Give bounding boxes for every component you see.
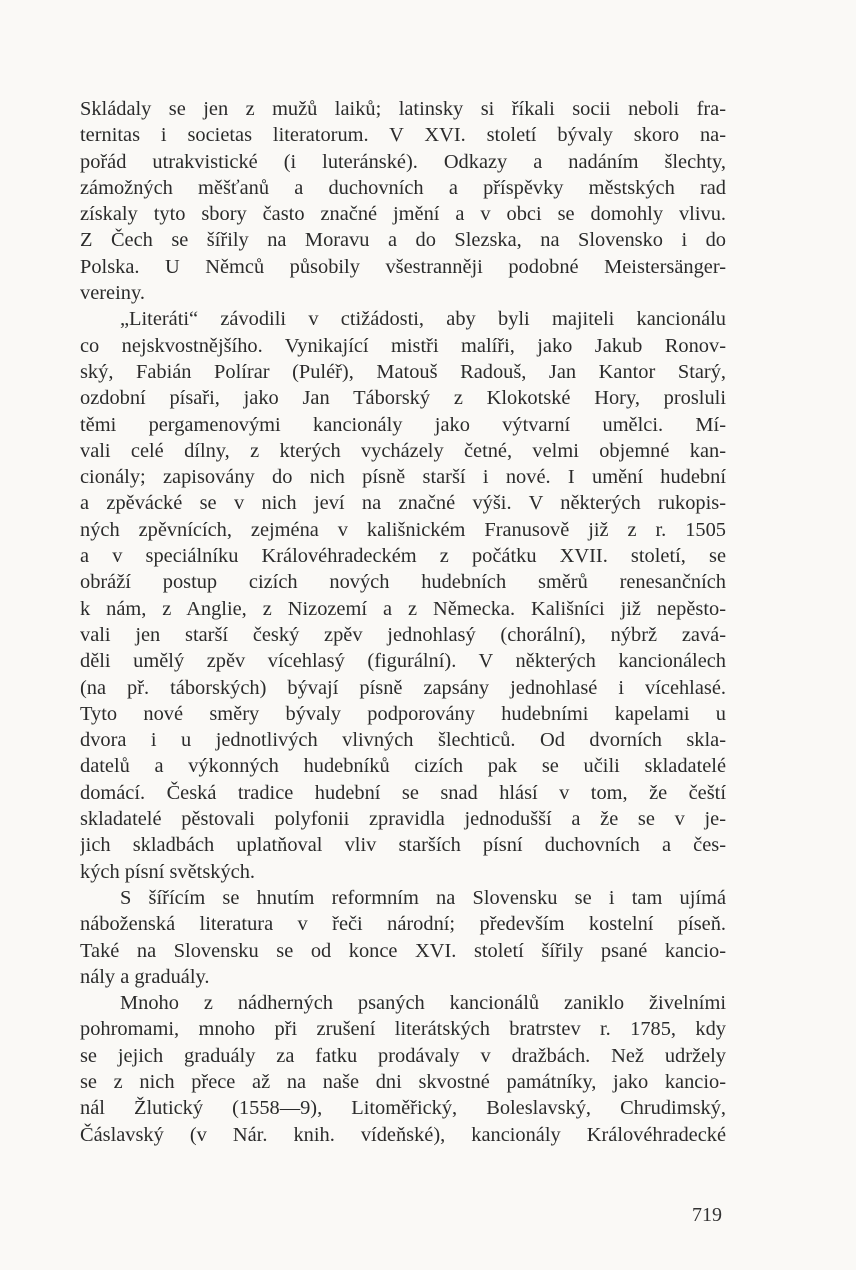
text-line: ský, Fabián Polírar (Puléř), Matouš Radouš, Jan Kantor Starý, [80,360,726,383]
text-line: ozdobní písaři, jako Jan Táborský z Klokotské Hory, prosluli [80,387,726,410]
text-line: obráží postup cizích nových hudebních směrů renesančních [80,571,726,594]
text-line: Tyto nové směry bývaly podporovány hudebními kapelami u [80,702,726,725]
text-line: získaly tyto sbory často značné jmění a v obci se domohly vlivu. [80,203,726,226]
text-line: vereiny. [80,282,145,305]
text-line: skladatelé pěstovali polyfonii zpravidla jednodušší a že se v je- [80,808,726,831]
paragraph-2 [80,306,726,885]
text-line: domácí. Česká tradice hudební se snad hlásí v tom, že čeští [80,781,726,804]
text-line: jich skladbách uplatňoval vliv starších písní duchovních a čes- [80,834,726,857]
text-line: nály a graduály. [80,965,210,988]
text-line: zámožných měšťanů a duchovních a příspěvky městských rad [80,176,726,199]
text-line: (na př. táborských) bývají písně zapsány jednohlasé i vícehlasé. [80,676,726,699]
text-line: k nám, z Anglie, z Nizozemí a z Německa. Kališníci již nepěsto- [80,597,726,620]
text-line: náboženská literatura v řeči národní; především kostelní píseň. [80,913,726,936]
text-line: a zpěvácké se v nich jeví na značné výši. V některých rukopis- [80,492,726,515]
text-line: a v speciálníku Královéhradeckém z počátku XVII. století, se [80,545,726,568]
text-line: kých písní světských. [80,860,256,883]
text-line: nál Žlutický (1558—9), Litoměřický, Boleslavský, Chrudimský, [80,1097,726,1120]
page-number: 719 [692,1204,722,1226]
text-line: pohromami, mnoho při zrušení literátských bratrstev r. 1785, kdy [80,1018,726,1041]
text-line: ternitas i societas literatorum. V XVI. století bývaly skoro na- [80,124,726,147]
text-line: datelů a výkonných hudebníků cizích pak se učili skladatelé [80,755,726,778]
text-line: Také na Slovensku se od konce XVI. století šířily psané kancio- [80,939,726,962]
paragraph-1 [80,96,726,306]
text-line: Polska. U Němců působily všestranněji podobné Meistersänger- [80,255,726,278]
text-line: se z nich přece až na naše dni skvostné památníky, jako kancio- [80,1070,726,1093]
paragraph-4 [80,990,726,1148]
text-line: vali jen starší český zpěv jednohlasý (chorální), nýbrž zavá- [80,623,726,646]
text-line: Mnoho z nádherných psaných kancionálů zaniklo živelními [120,992,726,1015]
text-line: Skládaly se jen z mužů laiků; latinsky si říkali socii neboli fra- [80,98,726,120]
text-line: S šířícím se hnutím reformním na Slovensku se i tam ujímá [120,886,726,909]
text-line: „Literáti“ závodili v ctižádosti, aby byli majiteli kancionálu [120,308,726,331]
text-line: pořád utrakvistické (i luteránské). Odkazy a nadáním šlechty, [80,150,726,173]
text-line: těmi pergamenovými kancionály jako výtvarní umělci. Mí- [80,413,726,436]
text-line: se jejich graduály za fatku prodávaly v dražbách. Než udržely [80,1044,726,1067]
text-line: vali celé dílny, z kterých vycházely četné, velmi objemné kan- [80,439,726,462]
text-line: Z Čech se šířily na Moravu a do Slezska, na Slovensko i do [80,229,726,252]
text-line: dvora i u jednotlivých vlivných šlechticů. Od dvorních skla- [80,729,726,752]
text-line: ných zpěvnících, zejména v kališnickém Franusově již z r. 1505 [80,518,726,541]
text-line: cionály; zapisovány do nich písně starší i nové. I umění hudební [80,466,726,489]
text-line: Čáslavský (v Nár. knih. vídeňské), kancionály Královéhradecké [80,1123,726,1146]
body-text [80,96,726,1148]
text-line: co nejskvostnějšího. Vynikající mistři malíři, jako Jakub Ronov- [80,334,726,357]
text-line: děli umělý zpěv vícehlasý (figurální). V některých kancionálech [80,650,726,673]
paragraph-3 [80,885,726,990]
